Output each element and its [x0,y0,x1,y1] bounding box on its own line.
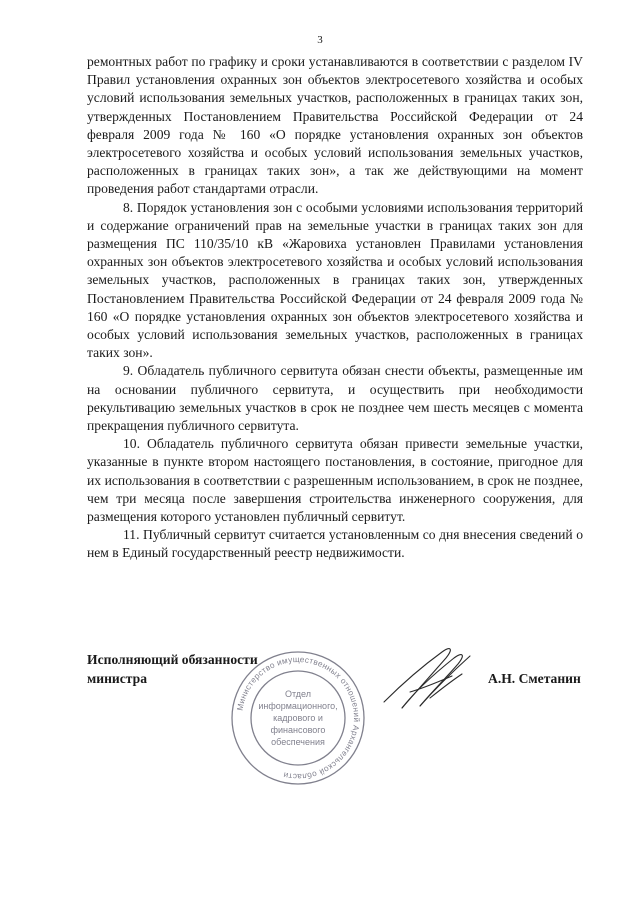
paragraph-continuation: ремонтных работ по графику и сроки устанавливаются в соответствии с разделом IV Правил установления охранных зон объектов электросетевого хозяйства и особых условий использования земельных участков, расположенных в границах таких зон, утвержденных Постановлением Правительства Российской Федерации от 24 февраля 2009 года № 160 «О порядке установления охранных зон объектов электросетевого хозяйства и особых условий использования земельных участков, расположенных в границах таких зон», а так же действующими на момент проведения работ стандартами отрасли. [87,54,583,197]
document-body [87,53,583,563]
signatory-name: А.Н. Сметанин [488,671,581,686]
paragraph-11: 11. Публичный сервитут считается установленным со дня внесения сведений о нем в Единый государственный реестр недвижимости. [87,527,583,561]
stamp-inner-line-1: Отдел [284,689,312,699]
position-line-2: министра [87,671,147,686]
official-stamp-icon [228,648,368,788]
stamp-inner-line-2: информационного, [258,701,338,711]
stamp-outer-text: Министерство имущественных отношений Архангельской области [235,654,362,782]
handwritten-signature-icon [380,638,480,718]
stamp-inner-line-5: обеспечения [271,737,325,747]
position-line-1: Исполняющий обязанности [87,652,258,667]
paragraph-10: 10. Обладатель публичного сервитута обязан привести земельные участки, указанные в пункте втором настоящего постановления, в состояние, пригодное для их использования в соответствии с разрешенным использованием, в срок не позднее, чем три месяца после завершения строительства инженерного сооружения, для размещения которого установлен публичный сервитут. [87,436,583,525]
stamp-inner-line-3: кадрового и [273,713,323,723]
paragraph-8: 8. Порядок установления зон с особыми условиями использования территорий и содержание ограничений прав на земельные участки в границах таких зон для размещения ПС 110/35/10 кВ «Жаровиха установлен Правилами установления охранных зон объектов электросетевого хозяйства и особых условий использования земельных участков, расположенных в границах таких зон, утвержденных Постановлением Правительства Российской Федерации от 24 февраля 2009 года № 160 «О порядке установления охранных зон объектов электросетевого хозяйства и особых условий использования земельных участков, расположенных в границах таких зон». [87,199,583,361]
page-number: 3 [317,34,323,46]
stamp-inner-line-4: финансового [270,725,326,735]
paragraph-9: 9. Обладатель публичного сервитута обязан снести объекты, размещенные им на основании публичного сервитута, и осуществить при необходимости рекультивацию земельных участков в срок не позднее чем шесть месяцев с момента прекращения публичного сервитута. [87,363,583,434]
